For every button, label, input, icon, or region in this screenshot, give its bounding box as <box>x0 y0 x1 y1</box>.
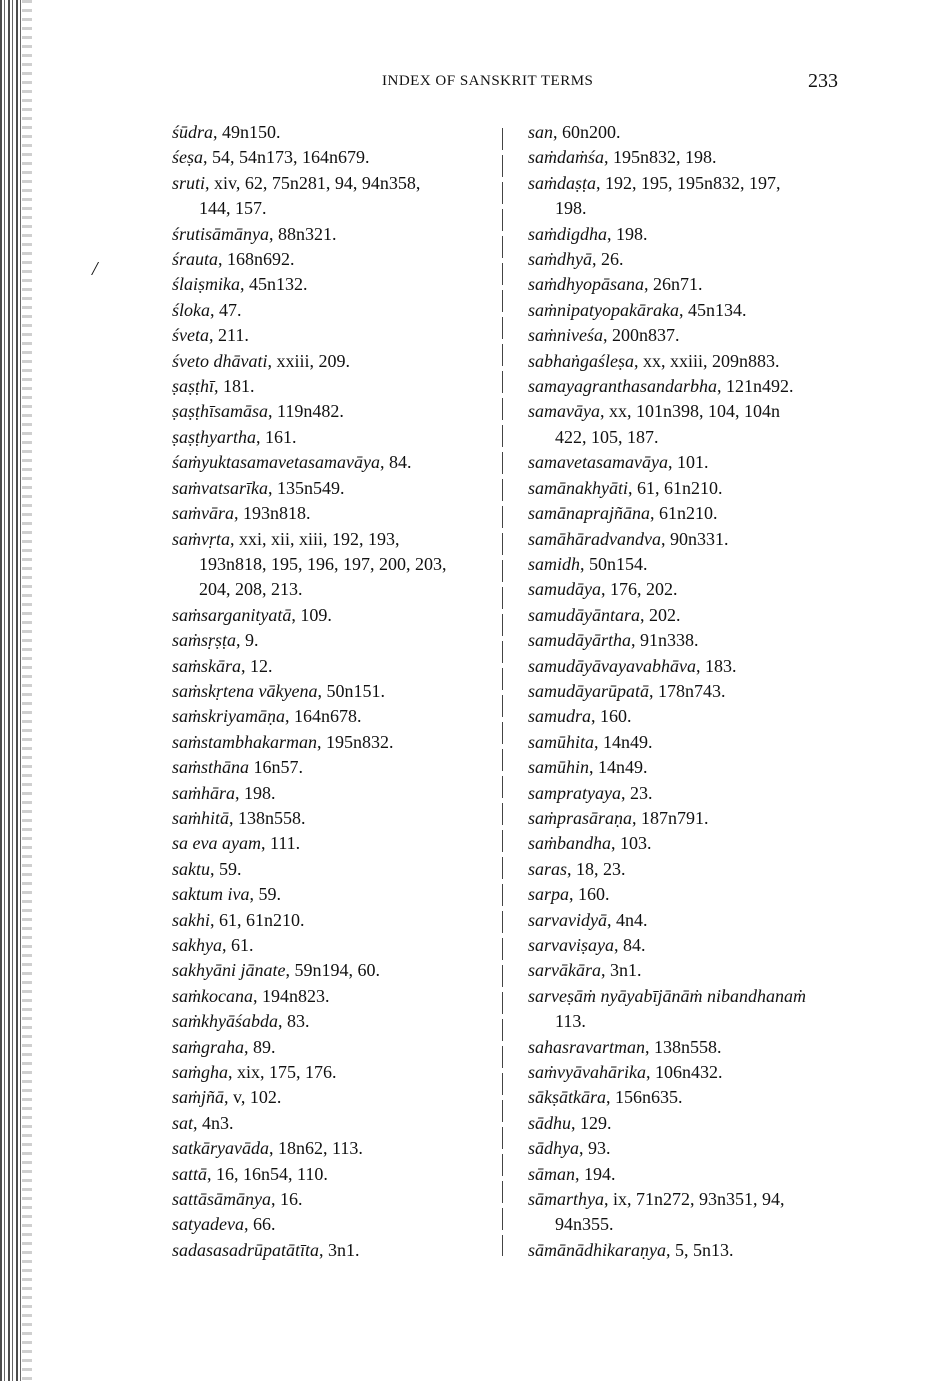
index-term: sāmarthya <box>528 1189 604 1210</box>
index-term: saktu <box>172 858 210 879</box>
index-references: , 3n1. <box>319 1239 360 1260</box>
index-references: , 138n558. <box>229 807 306 828</box>
index-term: samudāya <box>528 579 601 600</box>
index-references: , 109. <box>291 604 332 625</box>
index-term: sat <box>172 1112 194 1133</box>
index-entry <box>172 450 502 475</box>
index-entry <box>528 476 873 501</box>
index-term: śūdra <box>172 122 214 142</box>
index-entry <box>172 908 502 933</box>
index-references: , 91n338. <box>631 630 699 651</box>
index-term: sāman <box>528 1163 576 1184</box>
index-term: saṁbandha <box>528 833 612 854</box>
index-entry <box>172 1009 502 1034</box>
page-number: 233 <box>808 70 838 92</box>
index-entry <box>528 781 873 806</box>
index-term: saṁdhyā <box>528 249 592 270</box>
index-entry <box>528 1238 873 1263</box>
index-references: , 14n49. <box>594 731 653 752</box>
index-entry <box>172 171 502 196</box>
index-references: , 47. <box>210 299 242 320</box>
index-references: , 135n549. <box>268 477 345 498</box>
index-entry <box>172 781 502 806</box>
index-entry <box>528 222 873 247</box>
index-references: , 176, 202. <box>601 579 678 600</box>
index-entry <box>172 222 502 247</box>
index-entry <box>528 755 873 780</box>
index-term: saṁdhyopāsana <box>528 274 644 295</box>
index-entry <box>172 1238 502 1263</box>
index-term: saṁvatsarīka <box>172 477 268 498</box>
index-entry <box>172 247 502 272</box>
index-references: , 26. <box>592 249 624 270</box>
index-entry <box>172 374 502 399</box>
index-references: , 49n150. <box>213 122 281 142</box>
index-references: , xiv, 62, 75n281, 94, 94n358, <box>205 172 421 193</box>
index-references: , 200n837. <box>603 325 680 346</box>
index-entry <box>528 552 873 577</box>
index-term: sakhya <box>172 935 222 955</box>
index-entry <box>172 1212 502 1237</box>
index-references: , 164n678. <box>285 706 362 727</box>
index-references: , 160. <box>569 884 610 905</box>
index-references: , 45n134. <box>678 299 747 320</box>
index-entry <box>528 1035 873 1060</box>
index-term: sakhi <box>172 909 210 930</box>
index-term: sādhya <box>528 1138 579 1159</box>
index-references: , xxiii, 209. <box>267 350 350 371</box>
index-entry <box>172 831 502 856</box>
index-references: , 59n194, 60. <box>285 960 380 981</box>
index-entry <box>528 272 873 297</box>
index-term: saṁvyāvahārika <box>528 1062 646 1083</box>
index-term: sabhaṅgaśleṣa <box>528 350 635 371</box>
index-term: saṁdigdha <box>528 223 608 244</box>
index-term: saṁsṛṣṭa <box>172 630 237 651</box>
index-term: samavetasamavāya <box>528 452 668 473</box>
index-references: , 119n482. <box>268 401 344 422</box>
index-entry <box>172 882 502 907</box>
index-entry <box>528 730 873 755</box>
index-references: , 84. <box>379 452 412 473</box>
index-references: , 59. <box>210 858 242 879</box>
book-binding-edge <box>0 0 22 1381</box>
index-references: , 195n832, 198. <box>604 147 717 168</box>
index-term: saṁsarganityatā <box>172 604 292 625</box>
index-entry <box>528 806 873 831</box>
index-term: samavāya <box>528 401 600 422</box>
column-divider <box>502 128 503 1256</box>
index-term: samāhāradvandva <box>528 528 661 549</box>
index-term: sarpa <box>528 884 570 905</box>
index-entry-continuation: 144, 157. <box>199 198 267 219</box>
index-references: , v, 102. <box>224 1087 282 1108</box>
index-entry <box>172 933 502 958</box>
index-term: śloka <box>172 299 210 320</box>
index-term: saṁvāra <box>172 503 234 524</box>
index-term: satyadeva <box>172 1214 244 1235</box>
index-entry <box>528 857 873 882</box>
index-term: satkāryavāda <box>172 1138 269 1159</box>
index-references: , 54, 54n173, 164n679. <box>203 147 370 168</box>
index-entry <box>528 450 873 475</box>
index-term: saṁgraha <box>172 1036 245 1057</box>
index-references: , 50n154. <box>580 553 648 574</box>
index-references: , 14n49. <box>589 757 648 778</box>
index-entry <box>172 1060 502 1085</box>
index-references: , 202. <box>640 604 681 625</box>
index-references: , 66. <box>243 1214 276 1235</box>
index-references: , 50n151. <box>317 680 385 701</box>
index-entry <box>528 933 873 958</box>
index-term: saṁsthāna <box>172 757 250 778</box>
index-references: , 88n321. <box>269 223 337 244</box>
index-term: saṁvṛta <box>172 528 230 549</box>
index-entry <box>172 399 502 424</box>
index-entry <box>172 654 502 679</box>
index-entry <box>528 298 873 323</box>
index-entry <box>172 1162 502 1187</box>
index-references: , xx, 101n398, 104, 104n <box>599 401 780 422</box>
index-term: samudāyāntara <box>528 604 640 625</box>
index-references: , 129. <box>571 1112 612 1133</box>
index-term: sarvaviṣaya <box>528 935 614 955</box>
index-entry <box>172 1111 502 1136</box>
index-entry <box>172 298 502 323</box>
index-references: , 198. <box>235 782 276 803</box>
index-term: sampratyaya <box>528 782 621 803</box>
index-references: , 18, 23. <box>567 858 626 879</box>
index-term: sarvavidyā <box>528 909 607 930</box>
index-entry <box>172 501 502 526</box>
index-references: , xx, xxiii, 209n883. <box>634 350 780 371</box>
index-entry <box>172 679 502 704</box>
index-term: śaṁyuktasamavetasamavāya <box>172 452 380 473</box>
index-term: sāmānādhikaraṇya <box>528 1239 666 1260</box>
index-entry <box>172 628 502 653</box>
index-entry-continuation: 113. <box>555 1011 586 1032</box>
index-references: 16n57. <box>249 757 304 778</box>
index-term: saṁnipatyopakāraka <box>528 299 679 320</box>
index-term: saṁkocana <box>172 985 253 1006</box>
index-term: sruti <box>172 172 206 193</box>
index-entry <box>528 501 873 526</box>
index-entry <box>172 1136 502 1161</box>
index-term: samūhita <box>528 731 595 752</box>
index-references: , 5, 5n13. <box>666 1239 734 1260</box>
index-entry <box>172 425 502 450</box>
index-term: sarvākāra <box>528 960 601 981</box>
index-entry <box>172 755 502 780</box>
index-entry <box>528 1187 873 1212</box>
index-term: śveta <box>172 325 209 346</box>
index-term: samudra <box>528 706 592 727</box>
index-references: , 138n558. <box>645 1036 722 1057</box>
index-references: , 9. <box>236 630 259 651</box>
index-entry <box>528 145 873 170</box>
index-term: saras <box>528 858 568 879</box>
index-references: , ix, 71n272, 93n351, 94, <box>604 1189 785 1210</box>
index-references: , 194n823. <box>252 985 330 1006</box>
index-entry <box>172 272 502 297</box>
index-entry <box>528 831 873 856</box>
index-references: , 193n818. <box>234 503 311 524</box>
index-references: , 59. <box>249 884 281 905</box>
index-entry <box>528 704 873 729</box>
running-header: INDEX OF SANSKRIT TERMS <box>382 73 594 89</box>
index-references: , 192, 195, 195n832, 197, <box>596 172 781 193</box>
index-term: samudāyāvayavabhāva <box>528 655 696 676</box>
index-entry <box>172 527 502 552</box>
index-references: , 12. <box>241 655 273 676</box>
index-entry <box>172 806 502 831</box>
index-entry <box>528 349 873 374</box>
index-entry <box>528 527 873 552</box>
index-entry <box>172 349 502 374</box>
index-term: saṁprasāraṇa <box>528 807 633 828</box>
index-term: ṣaṣṭhyartha <box>172 426 257 447</box>
index-entry <box>528 628 873 653</box>
index-term: ṣaṣṭhīsamāsa <box>172 401 269 422</box>
index-term: saktum iva <box>172 884 250 905</box>
index-term: saṁskṛtena vākyena <box>172 680 318 701</box>
index-references: , xix, 175, 176. <box>228 1062 337 1083</box>
index-term: samayagranthasandarbha <box>528 376 718 397</box>
index-entry <box>528 654 873 679</box>
index-references: , 121n492. <box>717 376 794 397</box>
index-references: , 101. <box>667 452 709 473</box>
index-term: ṣaṣṭhī <box>172 376 215 397</box>
index-term: sādhu <box>528 1112 572 1133</box>
index-term: samudāyarūpatā <box>528 680 649 701</box>
index-column-left <box>172 120 502 1263</box>
index-entry <box>528 399 873 424</box>
index-entry-continuation: 94n355. <box>555 1214 614 1235</box>
index-term: saṁniveśa <box>528 325 603 346</box>
index-term: saṁdaṁśa <box>528 147 605 168</box>
index-entry <box>172 145 502 170</box>
index-entry <box>528 679 873 704</box>
index-entry <box>528 1085 873 1110</box>
index-entry <box>172 1035 502 1060</box>
index-references: , 178n743. <box>649 680 726 701</box>
index-references: , 4n4. <box>606 909 648 930</box>
index-entry <box>528 120 873 145</box>
index-references: , 161. <box>256 426 297 447</box>
index-term: saṁhāra <box>172 782 236 803</box>
index-entry <box>172 857 502 882</box>
index-term: saṁskāra <box>172 655 242 676</box>
index-references: , 93. <box>579 1138 611 1159</box>
index-entry <box>528 374 873 399</box>
index-column-right <box>528 120 873 1263</box>
index-term: sattāsāmānya <box>172 1189 271 1210</box>
book-binding-shadow <box>22 0 32 1381</box>
index-entry <box>172 704 502 729</box>
index-entry <box>172 958 502 983</box>
index-references: , 60n200. <box>553 122 621 142</box>
index-entry <box>528 984 873 1009</box>
index-references: , 194. <box>575 1163 616 1184</box>
index-entry <box>172 984 502 1009</box>
index-entry <box>528 1060 873 1085</box>
stray-pencil-mark: / <box>92 258 98 280</box>
index-entry <box>172 476 502 501</box>
index-entry <box>172 730 502 755</box>
index-term: saṁkhyāśabda <box>172 1011 278 1032</box>
index-references: , 61, 61n210. <box>210 909 305 930</box>
index-references: , 83. <box>278 1011 310 1032</box>
index-entry <box>172 1187 502 1212</box>
index-references: , 3n1. <box>601 960 642 981</box>
index-entry <box>528 958 873 983</box>
index-references: , 26n71. <box>644 274 703 295</box>
index-term: ślaiṣmika <box>172 274 241 295</box>
index-references: , 168n692. <box>218 249 295 270</box>
index-term: saṁdaṣṭa <box>528 172 597 193</box>
index-references: , 89. <box>244 1036 276 1057</box>
index-term: saṁskriyamāṇa <box>172 706 285 727</box>
index-references: , 18n62, 113. <box>268 1138 363 1159</box>
index-term: saṁjñā <box>172 1087 225 1108</box>
index-term: sarveṣāṁ nyāyabījānāṁ nibandhanaṁ <box>528 985 806 1006</box>
index-references: , 84. <box>613 935 646 955</box>
index-entry <box>528 882 873 907</box>
index-term: sa eva ayam <box>172 833 261 854</box>
index-entry <box>528 908 873 933</box>
index-term: sakhyāni jānate <box>172 960 286 981</box>
index-entry-continuation: 193n818, 195, 196, 197, 200, 203, <box>199 553 447 574</box>
index-term: śeṣa <box>172 147 203 168</box>
index-entry <box>528 1136 873 1161</box>
index-entry <box>172 120 502 145</box>
index-references: , 111. <box>260 833 301 854</box>
index-term: saṁstambhakarman <box>172 731 318 752</box>
index-term: samānaprajñāna <box>528 503 651 524</box>
index-references: , 61n210. <box>650 503 718 524</box>
index-term: saṁgha <box>172 1062 229 1083</box>
index-term: śrauta <box>172 249 219 270</box>
index-references: , 183. <box>695 655 737 676</box>
index-term: sadasasadrūpatātīta <box>172 1239 320 1260</box>
index-term: samūhin <box>528 757 590 778</box>
index-entry-continuation: 422, 105, 187. <box>555 426 659 447</box>
index-entry-continuation: 204, 208, 213. <box>199 579 303 600</box>
index-references: , 61. <box>221 935 254 955</box>
index-references: , 23. <box>621 782 653 803</box>
index-references: , xxi, xii, xiii, 192, 193, <box>230 528 400 549</box>
index-references: , 106n432. <box>645 1062 723 1083</box>
index-term: san <box>528 122 554 142</box>
index-entry <box>528 1111 873 1136</box>
index-term: saṁhitā <box>172 807 230 828</box>
index-references: , 181. <box>214 376 255 397</box>
index-references: , 4n3. <box>193 1112 234 1133</box>
index-entry <box>528 247 873 272</box>
index-references: , 61, 61n210. <box>627 477 723 498</box>
index-references: , 195n832. <box>317 731 394 752</box>
index-entry <box>172 323 502 348</box>
index-entry <box>528 323 873 348</box>
index-references: , 16, 16n54, 110. <box>207 1163 328 1184</box>
index-references: , 103. <box>611 833 652 854</box>
index-term: sahasravartman <box>528 1036 646 1057</box>
index-references: , 156n635. <box>606 1087 683 1108</box>
index-references: , 16. <box>271 1189 303 1210</box>
index-references: , 45n132. <box>240 274 308 295</box>
index-entry <box>172 603 502 628</box>
index-entry <box>528 603 873 628</box>
index-references: , 90n331. <box>661 528 729 549</box>
index-entry <box>528 171 873 196</box>
index-term: samidh <box>528 553 581 574</box>
index-references: , 198. <box>607 223 648 244</box>
index-entry-continuation: 198. <box>555 198 587 219</box>
index-term: sākṣātkāra <box>528 1087 606 1108</box>
index-term: śveto dhāvati <box>172 350 268 371</box>
index-references: , 187n791. <box>632 807 709 828</box>
index-term: samānakhyāti <box>528 477 628 498</box>
index-entry <box>172 1085 502 1110</box>
index-term: sattā <box>172 1163 208 1184</box>
index-term: śrutisāmānya <box>172 223 270 244</box>
index-entry <box>528 1162 873 1187</box>
index-references: , 160. <box>591 706 632 727</box>
index-term: samudāyārtha <box>528 630 631 651</box>
index-references: , 211. <box>208 325 249 346</box>
index-entry <box>528 577 873 602</box>
